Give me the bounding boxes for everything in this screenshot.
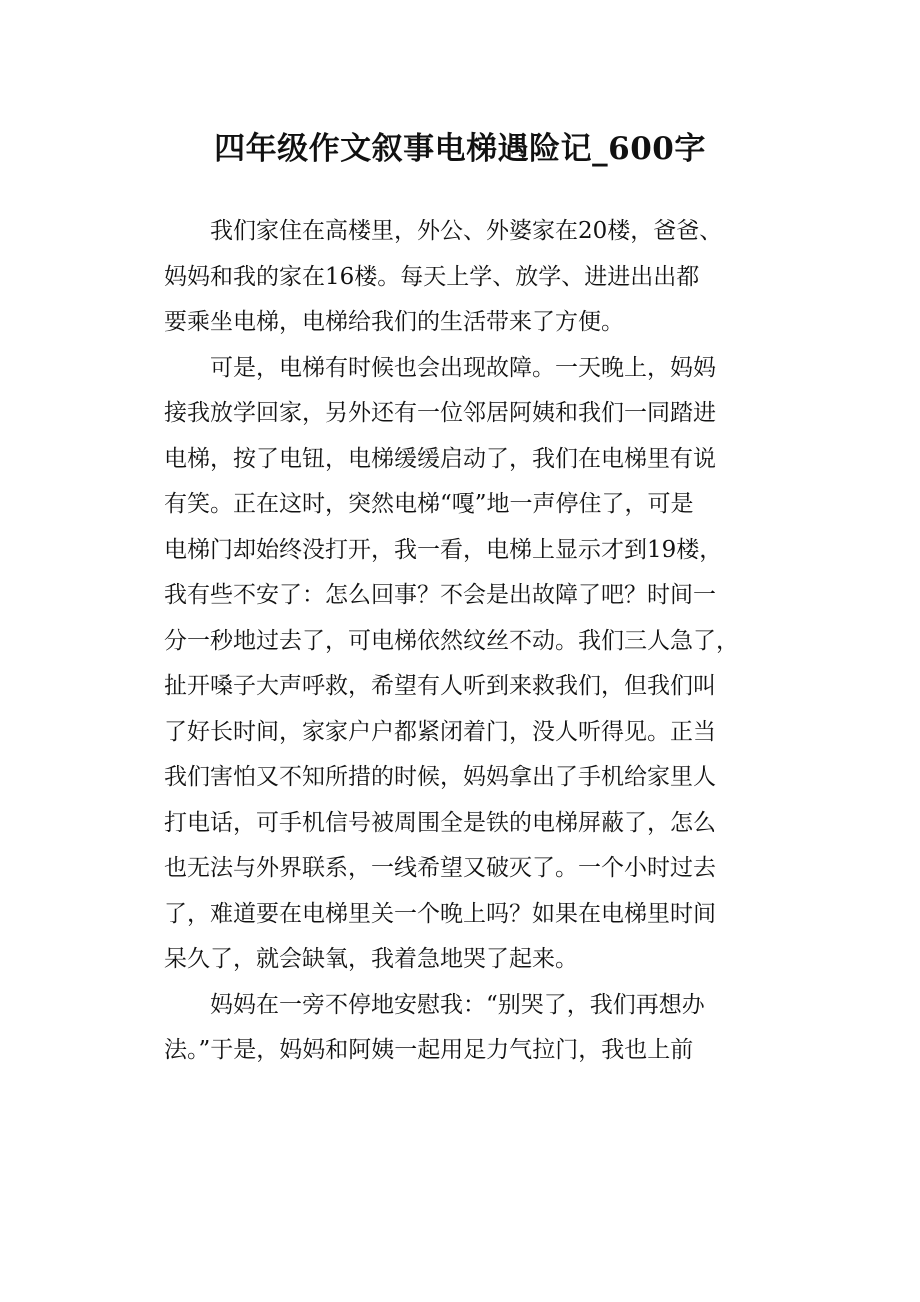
paragraph-2-line-14: 呆久了，就会缺氧，我着急地哭了起来。 (164, 946, 578, 972)
paragraph-2-line-3: 电梯，按了电钮，电梯缓缓启动了，我们在电梯里有说 (164, 445, 716, 472)
paragraph-2-line-11: 打电话，可手机信号被周围全是铁的电梯屏蔽了，怎么 (164, 809, 716, 836)
paragraph-1-line-1: 我们家住在高楼里，外公、外婆家在20楼，爸爸、 (210, 218, 723, 244)
paragraph-2-line-1: 可是，电梯有时候也会出现故障。一天晚上，妈妈 (210, 354, 716, 381)
paragraph-3-line-2: 法。”于是，妈妈和阿姨一起用足力气拉门，我也上前 (164, 1037, 694, 1063)
document-title: 四年级作文叙事电梯遇险记_600字 (214, 131, 706, 167)
paragraph-1-line-2: 妈妈和我的家在16楼。每天上学、放学、进进出出都 (164, 263, 700, 290)
paragraph-3-line-1: 妈妈在一旁不停地安慰我：“别哭了，我们再想办 (210, 991, 705, 1018)
paragraph-2-line-13: 了，难道要在电梯里关一个晚上吗？如果在电梯里时间 (164, 900, 716, 927)
paragraph-2-line-2: 接我放学回家，另外还有一位邻居阿姨和我们一同踏进 (164, 400, 716, 426)
paragraph-2-line-10: 我们害怕又不知所措的时候，妈妈拿出了手机给家里人 (164, 764, 716, 790)
paragraph-2-line-8: 扯开嗓子大声呼救，希望有人听到来救我们，但我们叫 (164, 673, 716, 699)
article-body (164, 209, 760, 1074)
paragraph-2-line-4: 有笑。正在这时，突然电梯“嘎”地一声停住了，可是 (164, 491, 694, 517)
paragraph-2-line-5: 电梯门却始终没打开，我一看，电梯上显示才到19楼， (164, 536, 723, 563)
paragraph-2-line-9: 了好长时间，家家户户都紧闭着门，没人听得见。正当 (164, 718, 716, 745)
paragraph-2-line-12: 也无法与外界联系，一线希望又破灭了。一个小时过去 (164, 855, 716, 881)
paragraph-2-line-7: 分一秒地过去了，可电梯依然纹丝不动。我们三人急了， (164, 627, 739, 654)
paragraph-2-line-6: 我有些不安了：怎么回事？不会是出故障了吧？时间一 (164, 582, 716, 608)
paragraph-1-line-3: 要乘坐电梯，电梯给我们的生活带来了方便。 (164, 309, 624, 335)
